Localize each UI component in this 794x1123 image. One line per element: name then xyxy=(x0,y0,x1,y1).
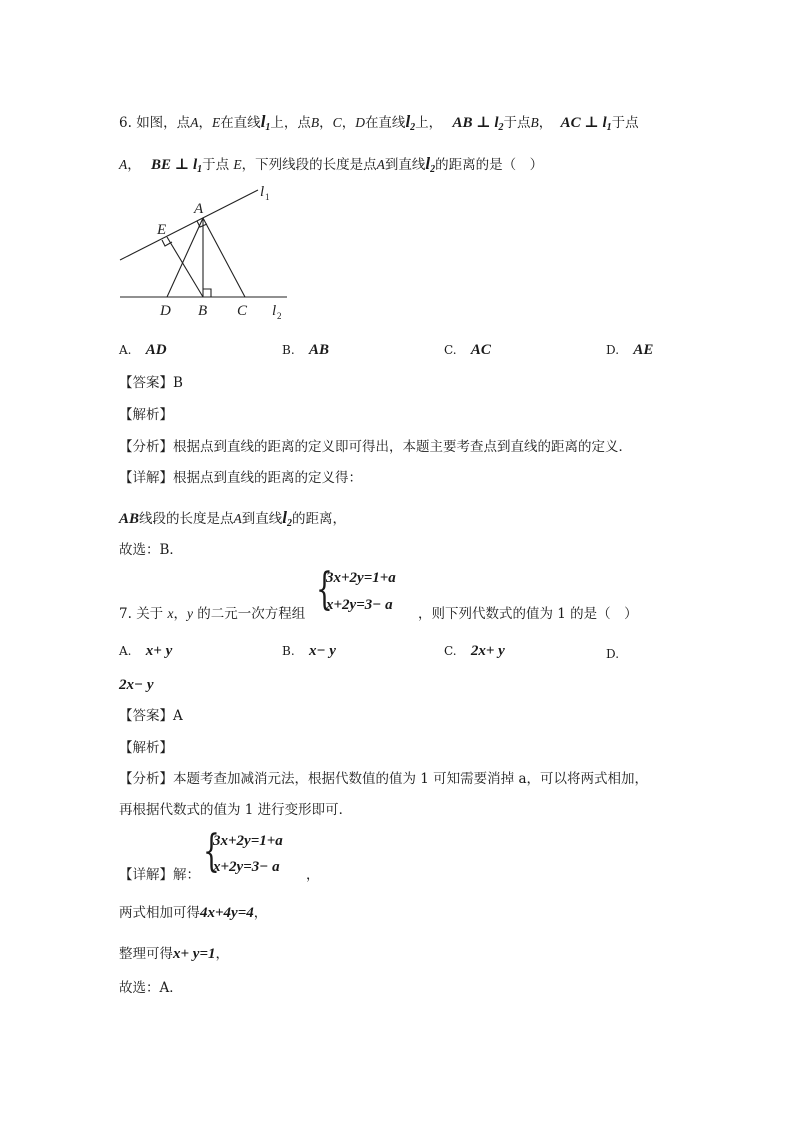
q7-option-c[interactable]: C. 2x+ y xyxy=(444,643,505,659)
q7-stem: 7. 关于 x，y 的二元一次方程组 xyxy=(119,606,306,622)
q7-arrange-step: 整理可得x+ y=1， xyxy=(119,946,230,962)
q6-fenxi: 【分析】根据点到直线的距离的定义即可得出，本题主要考查点到直线的距离的定义． xyxy=(119,439,632,455)
q7-choose: 故选：A． xyxy=(119,980,183,996)
q6-ab-perp: AB ⊥ l xyxy=(452,115,499,131)
q7-system-eq1: 3x+2y=1+a xyxy=(326,570,396,586)
label-D: D xyxy=(160,303,171,319)
q6-choose: 故选：B． xyxy=(119,542,183,558)
q7-option-d-value[interactable]: 2x− y xyxy=(119,677,154,693)
segment-AC xyxy=(203,218,245,297)
right-angle-E xyxy=(162,240,172,246)
q7-fenxi-line2: 再根据代数式的值为 1 进行变形即可． xyxy=(119,802,353,818)
q7-system-brace: { xyxy=(316,564,333,615)
q6-be-perp: BE ⊥ l xyxy=(151,157,198,173)
q6-number: 6. xyxy=(119,115,132,131)
q6-answer: 【答案】B xyxy=(119,375,183,391)
label-C: C xyxy=(237,303,248,319)
q6-xiangjie: 【详解】根据点到直线的距离的定义得： xyxy=(119,470,362,486)
label-l1-sub: 1 xyxy=(265,192,270,202)
q6-ac-perp: AC ⊥ l xyxy=(560,115,607,131)
q6-option-a[interactable]: A. AD xyxy=(119,342,167,358)
q7-answer: 【答案】A xyxy=(119,708,183,724)
q7-system-eq2: x+2y=3− a xyxy=(326,597,393,613)
segment-AD xyxy=(167,218,203,297)
q6-analysis-heading: 【解析】 xyxy=(119,407,173,423)
q7-option-b[interactable]: B. x− y xyxy=(282,643,336,659)
q7-xiangjie: 【详解】解： xyxy=(119,867,200,883)
q6-option-b[interactable]: B. AB xyxy=(282,342,329,358)
right-angle-B xyxy=(203,289,211,297)
label-l2-sub: 2 xyxy=(277,311,282,321)
label-A: A xyxy=(194,201,204,217)
label-l2: l xyxy=(272,303,277,319)
q7-solution-eq2: x+2y=3− a xyxy=(213,859,280,875)
q6-geometry-figure xyxy=(115,180,295,325)
label-B: B xyxy=(198,303,208,319)
q6-stem-line2: A， BE ⊥ $l_1$于点 E，下列线段的长度是点A到直线$l_2$的距离的是（ ） xyxy=(119,154,544,175)
q7-system-comma: ， xyxy=(306,867,320,883)
q7-option-a[interactable]: A. x+ y xyxy=(119,643,173,659)
q7-fenxi-line1: 【分析】本题考查加减消元法，根据代数值的值为 1 可知需要消掉 a，可以将两式相加， xyxy=(119,771,649,787)
segment-BE xyxy=(167,237,203,297)
q6-option-d[interactable]: D. AE xyxy=(606,342,654,358)
q7-number: 7. xyxy=(119,606,132,622)
q7-stem-tail: ，则下列代数式的值为 1 的是（ ） xyxy=(418,606,638,622)
q7-solution-eq1: 3x+2y=1+a xyxy=(213,833,283,849)
q7-analysis-heading: 【解析】 xyxy=(119,740,173,756)
q6-distance-line: AB线段的长度是点A到直线$l_2$的距离， xyxy=(119,508,346,529)
q7-option-d-letter[interactable]: D. xyxy=(606,647,620,661)
q6-option-c[interactable]: C. AC xyxy=(444,342,491,358)
q7-add-step: 两式相加可得4x+4y=4， xyxy=(119,905,268,921)
label-l1: l xyxy=(260,184,265,200)
q7-solution-brace: { xyxy=(203,826,220,877)
q6-stem-line1: 6. 如图，点A，E在直线$l_1$上，点B，C，D在直线$l_2$上， AB ⊥ $l_2$于点B， AC ⊥ $l_1$于点 xyxy=(119,112,639,133)
label-E: E xyxy=(157,222,167,238)
